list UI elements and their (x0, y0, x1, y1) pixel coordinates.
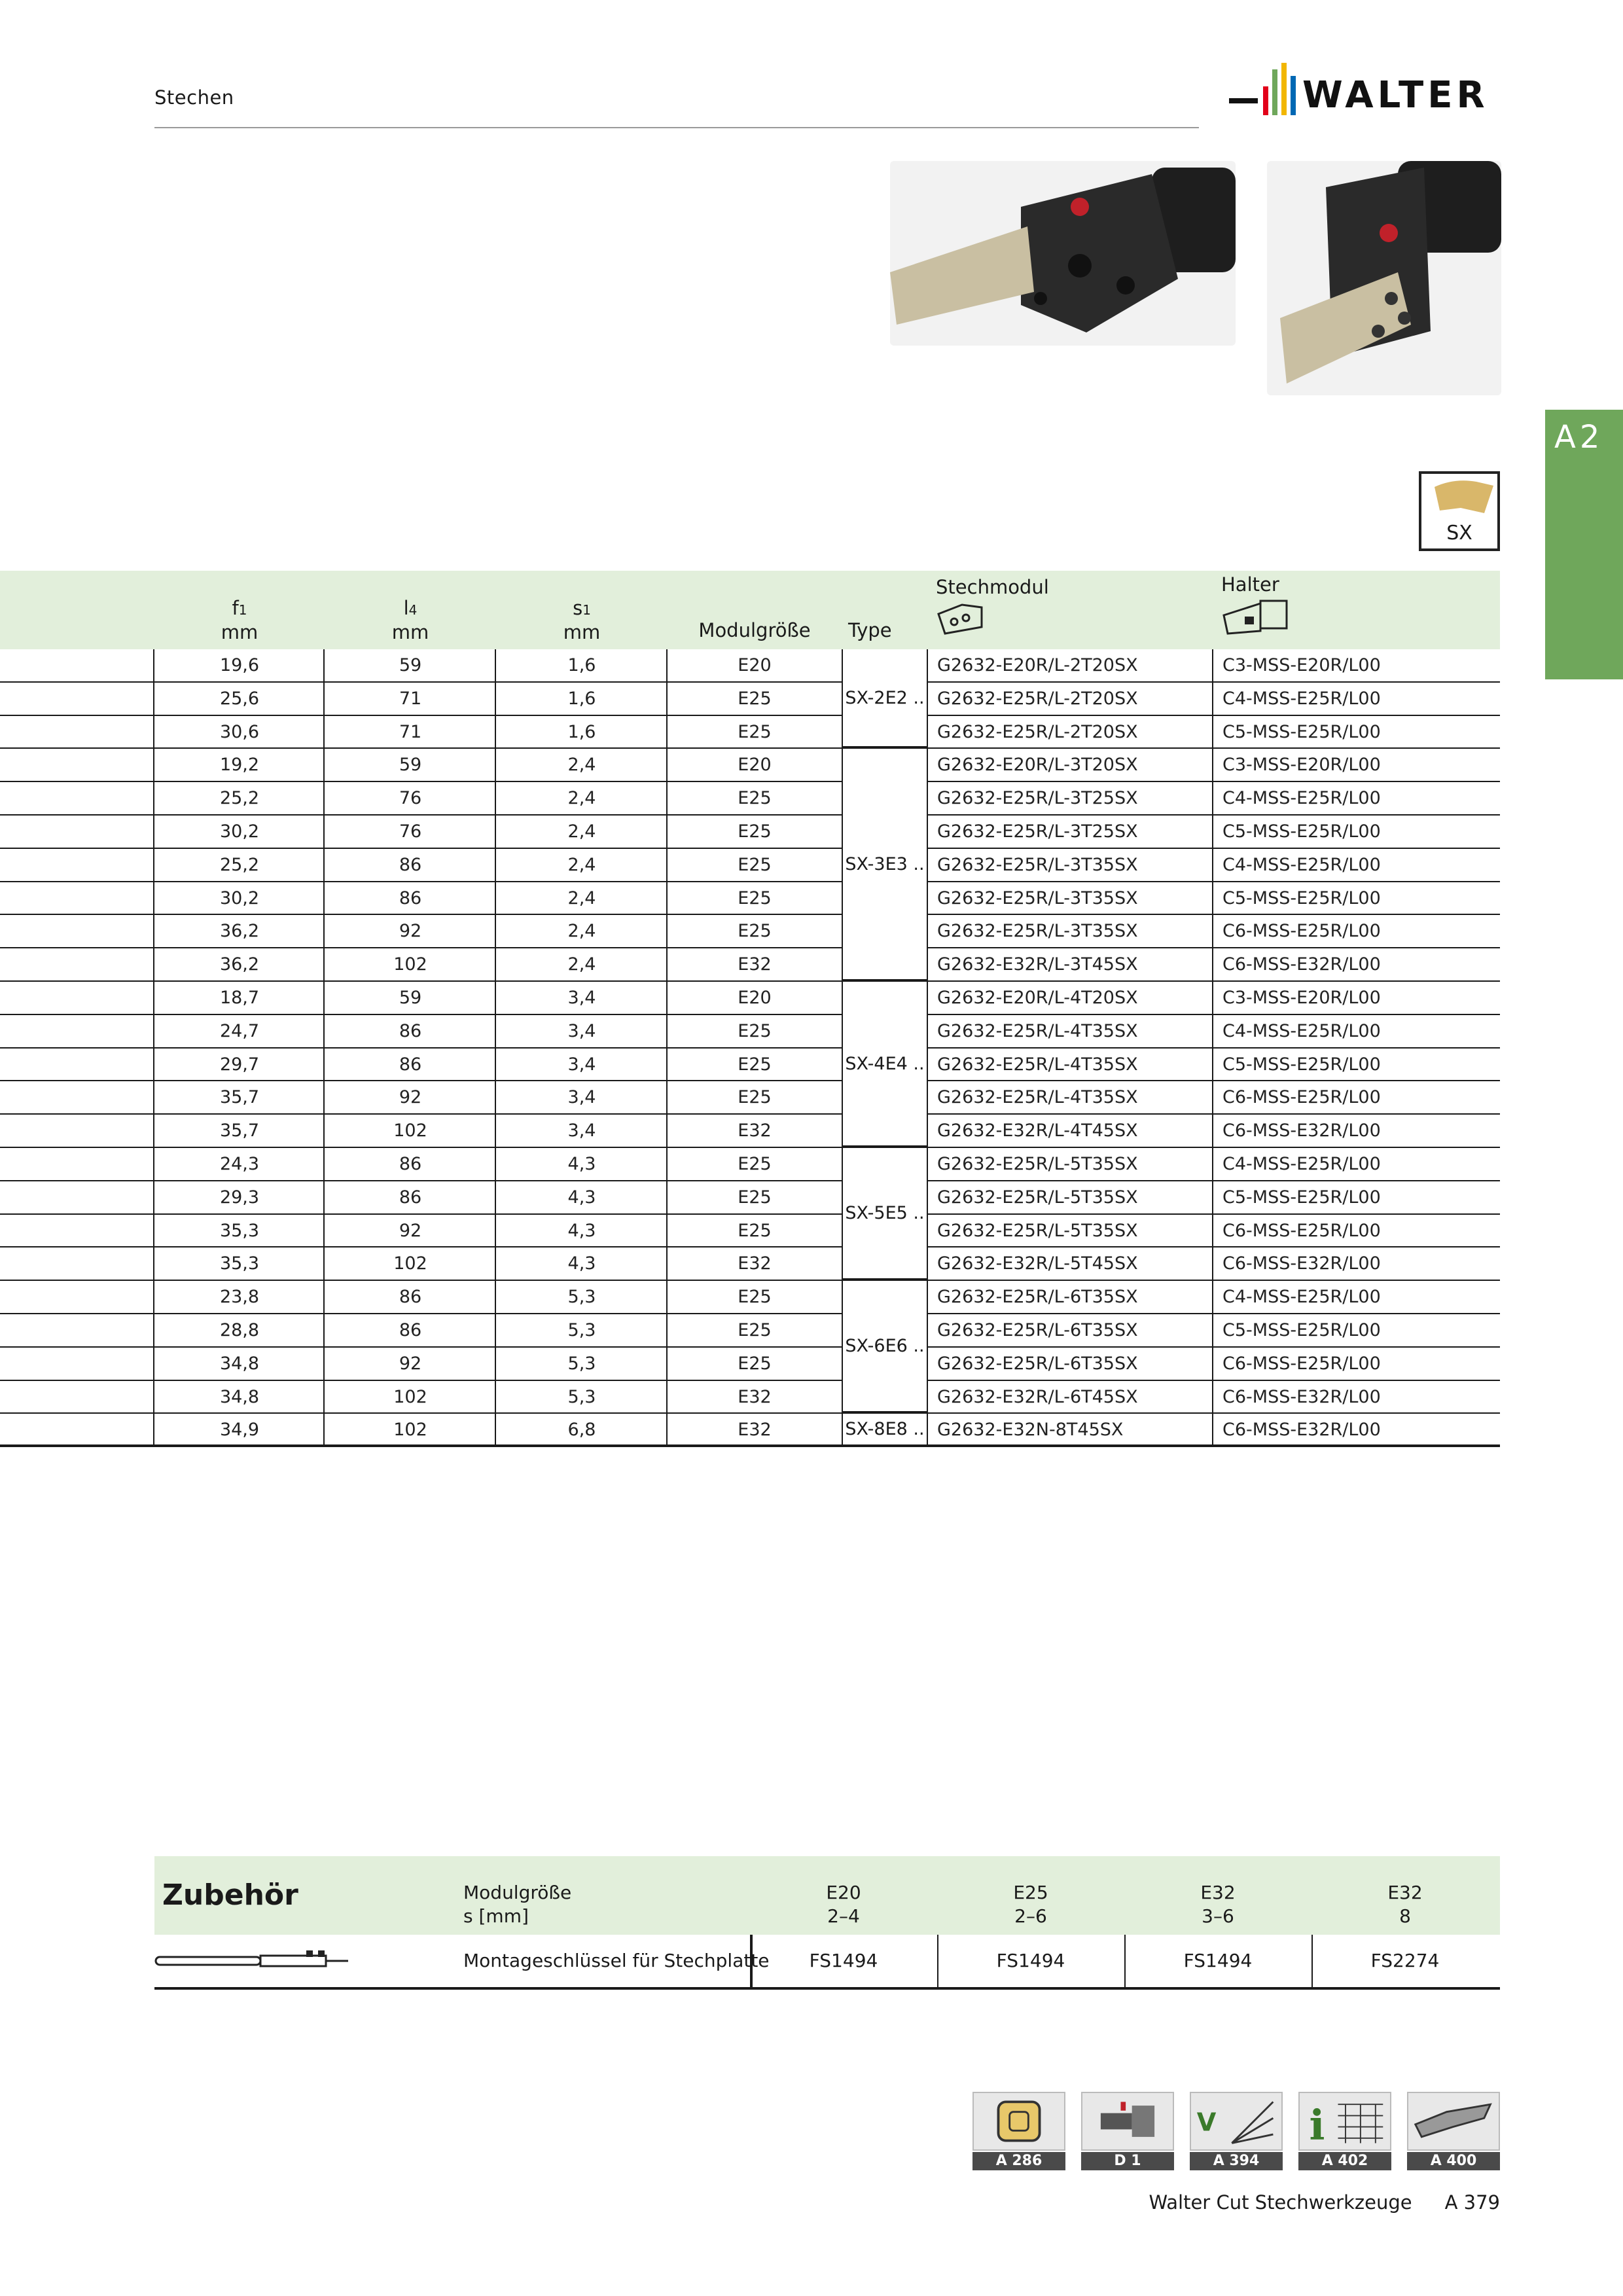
cell-f1: 29,3 (219, 1187, 260, 1208)
tool-icon-image (1407, 2092, 1500, 2151)
cell-l4: 76 (399, 788, 422, 809)
cell-halter: C5-MSS-E25R/L00 (1222, 721, 1381, 742)
table-row (0, 1015, 1500, 1049)
cell-s1: 1,6 (567, 655, 596, 675)
cell-modul: E25 (738, 1319, 772, 1340)
column-divider (666, 649, 668, 1447)
table-row (0, 948, 1500, 982)
cell-stechmodul: G2632-E25R/L-6T35SX (937, 1287, 1138, 1308)
cell-l4: 59 (399, 755, 422, 776)
section-title: Stechen (154, 86, 234, 109)
accessories-row (154, 1935, 1500, 1990)
cell-stechmodul: G2632-E32R/L-6T45SX (937, 1386, 1138, 1407)
cell-modul: E25 (738, 1287, 772, 1308)
insert-icon-image (972, 2092, 1065, 2151)
cell-halter: C6-MSS-E32R/L00 (1222, 1253, 1381, 1274)
accessories-label: Modulgröße s [mm] (463, 1882, 572, 1927)
cell-stechmodul: G2632-E32R/L-5T45SX (937, 1253, 1138, 1274)
cell-halter: C6-MSS-E25R/L00 (1222, 921, 1381, 942)
page-reference-label: A 286 (972, 2152, 1065, 2170)
cell-stechmodul: G2632-E32R/L-3T45SX (937, 954, 1138, 975)
cell-s1: 2,4 (567, 954, 596, 975)
cell-s1: 2,4 (567, 854, 596, 875)
cell-halter: C5-MSS-E25R/L00 (1222, 888, 1381, 908)
cell-modul: E25 (738, 1353, 772, 1374)
accessories-value: FS2274 (1370, 1950, 1440, 1971)
table-row (0, 1348, 1500, 1381)
header-type: Type (848, 619, 892, 641)
cell-f1: 19,2 (219, 755, 260, 776)
cell-stechmodul: G2632-E25R/L-3T35SX (937, 888, 1138, 908)
section-tab (1545, 410, 1623, 679)
cell-l4: 102 (393, 1420, 427, 1441)
cell-halter: C4-MSS-E25R/L00 (1222, 1153, 1381, 1174)
table-row (0, 915, 1500, 948)
header-stechmodul: Stechmodul (936, 576, 1049, 598)
accessories-col-header: E25 2–6 (1013, 1882, 1048, 1927)
cell-s1: 5,3 (567, 1319, 596, 1340)
accessories-col-header: E32 8 (1387, 1882, 1423, 1927)
cell-halter: C5-MSS-E25R/L00 (1222, 1319, 1381, 1340)
holder-icon-image (1081, 2092, 1174, 2151)
svg-text:WALTER: WALTER (1302, 74, 1489, 117)
table-header (0, 571, 1500, 649)
cell-f1: 23,8 (219, 1287, 260, 1308)
page-reference-label: A 402 (1298, 2152, 1391, 2170)
page-reference-label: D 1 (1081, 2152, 1174, 2170)
cell-halter: C6-MSS-E32R/L00 (1222, 954, 1381, 975)
cell-halter: C6-MSS-E32R/L00 (1222, 1420, 1381, 1441)
cell-f1: 19,6 (219, 655, 260, 675)
sx-insert-shape-icon (1421, 474, 1497, 520)
cell-modul: E32 (738, 1420, 772, 1441)
cell-modul: E25 (738, 788, 772, 809)
page-reference-label: A 400 (1407, 2152, 1500, 2170)
cell-f1: 35,3 (219, 1253, 260, 1274)
cell-s1: 5,3 (567, 1287, 596, 1308)
cell-f1: 34,9 (219, 1420, 260, 1441)
cell-halter: C4-MSS-E25R/L00 (1222, 854, 1381, 875)
table-row (0, 1181, 1500, 1215)
cell-s1: 4,3 (567, 1187, 596, 1208)
cell-halter: C6-MSS-E32R/L00 (1222, 1386, 1381, 1407)
column-divider (323, 649, 325, 1447)
cell-stechmodul: G2632-E25R/L-5T35SX (937, 1220, 1138, 1241)
tool-icon[interactable] (1407, 2092, 1500, 2170)
svg-text:V: V (1196, 2108, 1217, 2138)
cell-halter: C3-MSS-E20R/L00 (1222, 755, 1381, 776)
header-modulgroesse: Modulgröße (698, 619, 811, 641)
info-icon[interactable] (1298, 2092, 1391, 2170)
cell-modul: E25 (738, 888, 772, 908)
accessories-col-header: E32 3–6 (1200, 1882, 1236, 1927)
column-divider (927, 649, 928, 1447)
table-row (0, 1414, 1500, 1447)
sx-icon-label: SX (1446, 522, 1472, 545)
cell-halter: C4-MSS-E25R/L00 (1222, 1287, 1381, 1308)
cell-l4: 86 (399, 1153, 422, 1174)
cell-modul: E20 (738, 755, 772, 776)
table-row (0, 1148, 1500, 1181)
section-tab-label: A2 (1554, 419, 1604, 456)
holder-icon[interactable] (1081, 2092, 1174, 2170)
cell-halter: C4-MSS-E25R/L00 (1222, 788, 1381, 809)
table-row (0, 1081, 1500, 1115)
cell-type-group: SX-2E2 .. (843, 649, 927, 747)
cell-f1: 35,7 (219, 1087, 260, 1108)
cell-l4: 86 (399, 1319, 422, 1340)
cell-f1: 30,2 (219, 888, 260, 908)
cell-s1: 2,4 (567, 755, 596, 776)
cell-l4: 102 (393, 1253, 427, 1274)
insert-icon[interactable] (972, 2092, 1065, 2170)
cell-s1: 2,4 (567, 821, 596, 842)
cell-stechmodul: G2632-E25R/L-4T35SX (937, 1020, 1138, 1041)
cell-s1: 3,4 (567, 1087, 596, 1108)
cell-type-group: SX-3E3 .. (843, 749, 927, 980)
walter-logo (1229, 60, 1500, 131)
cell-l4: 92 (399, 921, 422, 942)
cell-l4: 86 (399, 1020, 422, 1041)
cell-halter: C4-MSS-E25R/L00 (1222, 688, 1381, 709)
cell-modul: E32 (738, 1386, 772, 1407)
cell-s1: 1,6 (567, 688, 596, 709)
header-rule (154, 127, 1199, 128)
wrench-key-icon (154, 1948, 351, 1974)
cell-f1: 25,6 (219, 688, 260, 709)
cell-s1: 3,4 (567, 987, 596, 1008)
column-divider (1212, 649, 1213, 1447)
cell-halter: C4-MSS-E25R/L00 (1222, 1020, 1381, 1041)
cell-l4: 86 (399, 1054, 422, 1075)
cell-s1: 5,3 (567, 1386, 596, 1407)
cell-l4: 71 (399, 721, 422, 742)
table-row (0, 882, 1500, 916)
table-row (0, 1247, 1500, 1281)
cell-l4: 92 (399, 1220, 422, 1241)
cell-halter: C6-MSS-E25R/L00 (1222, 1353, 1381, 1374)
cell-l4: 102 (393, 1121, 427, 1141)
cell-modul: E25 (738, 821, 772, 842)
cell-f1: 24,7 (219, 1020, 260, 1041)
halter-icon (1221, 597, 1289, 636)
cell-s1: 4,3 (567, 1153, 596, 1174)
cell-modul: E25 (738, 1220, 772, 1241)
page-number: A 379 (1444, 2191, 1500, 2214)
stechmodul-icon (936, 601, 984, 636)
cell-l4: 92 (399, 1087, 422, 1108)
cell-stechmodul: G2632-E32N-8T45SX (937, 1420, 1124, 1441)
cell-s1: 6,8 (567, 1420, 596, 1441)
cell-modul: E25 (738, 721, 772, 742)
cell-stechmodul: G2632-E20R/L-2T20SX (937, 655, 1138, 675)
table-row (0, 982, 1500, 1015)
cell-f1: 34,8 (219, 1386, 260, 1407)
cutting-data-icon-image (1190, 2092, 1283, 2151)
cell-stechmodul: G2632-E32R/L-4T45SX (937, 1121, 1138, 1141)
column-divider (153, 649, 154, 1447)
header-s1: s1 mm (563, 597, 601, 643)
cell-modul: E25 (738, 1054, 772, 1075)
cell-stechmodul: G2632-E25R/L-5T35SX (937, 1153, 1138, 1174)
table-row (0, 1049, 1500, 1082)
cell-f1: 18,7 (219, 987, 260, 1008)
table-row (0, 683, 1500, 716)
table-row (0, 749, 1500, 782)
cell-stechmodul: G2632-E25R/L-5T35SX (937, 1187, 1138, 1208)
cell-f1: 30,6 (219, 721, 260, 742)
cell-l4: 92 (399, 1353, 422, 1374)
table-row (0, 1314, 1500, 1348)
cell-l4: 86 (399, 854, 422, 875)
cell-modul: E32 (738, 1253, 772, 1274)
accessories-title: Zubehör (162, 1878, 298, 1912)
column-divider (495, 649, 496, 1447)
page-footer (1149, 2191, 1500, 2214)
table-row (0, 649, 1500, 683)
table-row (0, 782, 1500, 816)
cell-s1: 4,3 (567, 1253, 596, 1274)
cell-s1: 2,4 (567, 921, 596, 942)
cell-stechmodul: G2632-E25R/L-6T35SX (937, 1353, 1138, 1374)
product-photo-straight (890, 161, 1236, 346)
svg-text:i: i (1309, 2100, 1325, 2149)
cell-f1: 35,7 (219, 1121, 260, 1141)
cell-f1: 36,2 (219, 954, 260, 975)
table-row (0, 816, 1500, 849)
cell-modul: E25 (738, 1020, 772, 1041)
table-row (0, 1381, 1500, 1414)
cell-halter: C3-MSS-E20R/L00 (1222, 987, 1381, 1008)
cell-l4: 86 (399, 1187, 422, 1208)
accessories-value: FS1494 (1183, 1950, 1253, 1971)
cell-stechmodul: G2632-E25R/L-3T25SX (937, 821, 1138, 842)
cell-halter: C5-MSS-E25R/L00 (1222, 821, 1381, 842)
cell-f1: 24,3 (219, 1153, 260, 1174)
cell-s1: 3,4 (567, 1020, 596, 1041)
cell-s1: 3,4 (567, 1054, 596, 1075)
cell-stechmodul: G2632-E20R/L-3T20SX (937, 755, 1138, 776)
cell-modul: E25 (738, 854, 772, 875)
cell-s1: 2,4 (567, 788, 596, 809)
cell-modul: E20 (738, 987, 772, 1008)
sx-insert-icon (1419, 471, 1500, 551)
page-reference-label: A 394 (1190, 2152, 1283, 2170)
cell-stechmodul: G2632-E25R/L-3T25SX (937, 788, 1138, 809)
cell-stechmodul: G2632-E25R/L-6T35SX (937, 1319, 1138, 1340)
cell-l4: 71 (399, 688, 422, 709)
cell-halter: C6-MSS-E32R/L00 (1222, 1121, 1381, 1141)
cell-stechmodul: G2632-E25R/L-3T35SX (937, 854, 1138, 875)
cell-f1: 30,2 (219, 821, 260, 842)
cell-f1: 29,7 (219, 1054, 260, 1075)
column-divider (842, 649, 843, 1447)
cell-l4: 59 (399, 655, 422, 675)
cell-l4: 59 (399, 987, 422, 1008)
cutting-data-icon[interactable] (1190, 2092, 1283, 2170)
cell-f1: 25,2 (219, 788, 260, 809)
accessories-value: FS1494 (809, 1950, 878, 1971)
cell-modul: E25 (738, 1087, 772, 1108)
cell-f1: 25,2 (219, 854, 260, 875)
cell-halter: C5-MSS-E25R/L00 (1222, 1187, 1381, 1208)
catalog-name: Walter Cut Stechwerkzeuge (1149, 2191, 1412, 2214)
header-l4: l4 mm (391, 597, 429, 643)
cell-l4: 102 (393, 1386, 427, 1407)
cell-stechmodul: G2632-E25R/L-4T35SX (937, 1087, 1138, 1108)
cell-l4: 86 (399, 1287, 422, 1308)
header-f1: f1 mm (221, 597, 259, 643)
product-table (0, 649, 1500, 1447)
accessories-value: FS1494 (996, 1950, 1065, 1971)
cell-f1: 35,3 (219, 1220, 260, 1241)
cell-modul: E25 (738, 1153, 772, 1174)
cell-stechmodul: G2632-E25R/L-3T35SX (937, 921, 1138, 942)
cell-type-group: SX-5E5 .. (843, 1148, 927, 1280)
cell-s1: 2,4 (567, 888, 596, 908)
accessories-col-header: E20 2–4 (826, 1882, 861, 1927)
cell-modul: E32 (738, 1121, 772, 1141)
cell-modul: E25 (738, 688, 772, 709)
cell-halter: C6-MSS-E25R/L00 (1222, 1220, 1381, 1241)
cell-l4: 102 (393, 954, 427, 975)
cell-modul: E25 (738, 1187, 772, 1208)
cell-stechmodul: G2632-E25R/L-4T35SX (937, 1054, 1138, 1075)
cell-s1: 5,3 (567, 1353, 596, 1374)
table-row (0, 1115, 1500, 1148)
cell-modul: E32 (738, 954, 772, 975)
cell-s1: 3,4 (567, 1121, 596, 1141)
info-icon-image (1298, 2092, 1391, 2151)
cell-modul: E20 (738, 655, 772, 675)
table-row (0, 716, 1500, 749)
cell-halter: C5-MSS-E25R/L00 (1222, 1054, 1381, 1075)
cell-l4: 86 (399, 888, 422, 908)
cell-stechmodul: G2632-E25R/L-2T20SX (937, 688, 1138, 709)
cell-halter: C6-MSS-E25R/L00 (1222, 1087, 1381, 1108)
cell-modul: E25 (738, 921, 772, 942)
cell-stechmodul: G2632-E25R/L-2T20SX (937, 721, 1138, 742)
table-row (0, 1281, 1500, 1314)
cell-stechmodul: G2632-E20R/L-4T20SX (937, 987, 1138, 1008)
cell-l4: 76 (399, 821, 422, 842)
cell-halter: C3-MSS-E20R/L00 (1222, 655, 1381, 675)
cell-f1: 34,8 (219, 1353, 260, 1374)
cell-s1: 4,3 (567, 1220, 596, 1241)
accessories-row-label: Montageschlüssel für Stechplatte (463, 1950, 770, 1971)
header-halter: Halter (1221, 573, 1279, 596)
table-row (0, 1215, 1500, 1248)
cell-type-group: SX-6E6 .. (843, 1281, 927, 1412)
cell-f1: 36,2 (219, 921, 260, 942)
cell-type-group: SX-4E4 .. (843, 982, 927, 1147)
product-photo-angled (1267, 161, 1501, 395)
cell-type-group: SX-8E8 .. (843, 1414, 927, 1446)
cell-s1: 1,6 (567, 721, 596, 742)
table-row (0, 849, 1500, 882)
cell-f1: 28,8 (219, 1319, 260, 1340)
